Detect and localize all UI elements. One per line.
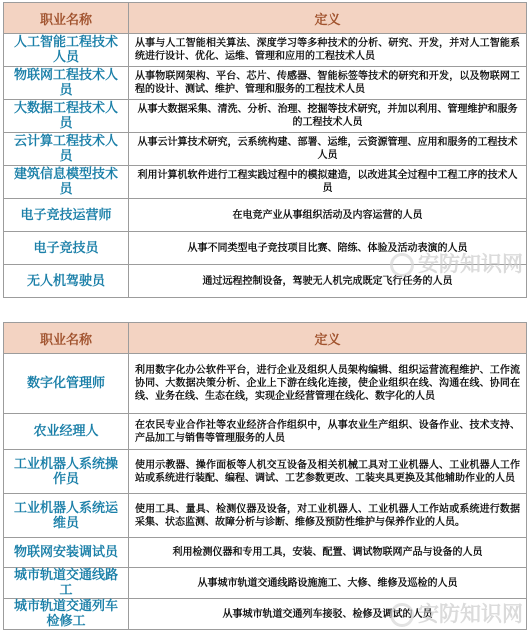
occupation-name: 无人机驾驶员 xyxy=(4,265,129,298)
table-row xyxy=(4,100,527,133)
occupation-name: 物联网安装调试员 xyxy=(4,538,129,568)
header-occupation-name: 职业名称 xyxy=(4,323,129,354)
occupation-definition: 从事城市轨道交通列车接驳、检修及调试的人员 xyxy=(129,599,527,630)
occupation-name: 工业机器人系统运维员 xyxy=(4,494,129,538)
occupation-definition: 从事大数据采集、清洗、分析、治理、挖掘等技术研究，并加以利用、管理维护和服务的工程技术人员 xyxy=(129,100,527,133)
occupation-definition: 从事不同类型电子竞技项目比赛、陪练、体验及活动表演的人员 xyxy=(129,232,527,265)
occupation-name: 电子竞技运营师 xyxy=(4,199,129,232)
occupation-table-2 xyxy=(3,322,527,630)
table-row xyxy=(4,67,527,100)
table-row xyxy=(4,166,527,199)
table-row xyxy=(4,568,527,599)
occupation-definition: 在农民专业合作社等农业经济合作组织中，从事农业生产组织、设备作业、技术支持、产品加工与销售等管理服务的人员 xyxy=(129,414,527,450)
watermark-logo-icon xyxy=(390,603,414,627)
header-occupation-name: 职业名称 xyxy=(4,3,129,34)
occupation-definition: 从事城市轨道交通线路设施施工、大修、维修及巡检的人员 xyxy=(129,568,527,599)
occupation-name: 云计算工程技术人员 xyxy=(4,133,129,166)
occupation-name: 城市轨道交通列车检修工 xyxy=(4,599,129,630)
table-row xyxy=(4,199,527,232)
table-row xyxy=(4,34,527,67)
watermark-logo-icon xyxy=(390,253,414,277)
occupation-name: 大数据工程技术人员 xyxy=(4,100,129,133)
table-header-row xyxy=(4,3,527,34)
table-row xyxy=(4,133,527,166)
occupation-name: 人工智能工程技术人员 xyxy=(4,34,129,67)
occupation-definition: 使用示教器、操作面板等人机交互设备及相关机械工具对工业机器人、工业机器人工作站或系统进行装配、编程、调试、工艺参数更改、工装夹具更换及其他辅助作业的人员 xyxy=(129,450,527,494)
watermark-text: 安防知识网 xyxy=(418,602,523,626)
table-row xyxy=(4,538,527,568)
occupation-name: 电子竞技员 xyxy=(4,232,129,265)
header-definition: 定义 xyxy=(129,3,527,34)
table-row xyxy=(4,354,527,414)
occupation-name: 农业经理人 xyxy=(4,414,129,450)
occupation-definition: 利用数字化办公软件平台，进行企业及组织人员架构编辑、组织运营流程维护、工作流协同、大数据决策分析、企业上下游在线化连接，使企业组织在线、沟通在线、协同在线、业务在线、生态在线，实现企业经营管理在线化、数字化的人员 xyxy=(129,354,527,414)
table-row xyxy=(4,450,527,494)
table-header-row xyxy=(4,323,527,354)
occupation-name: 数字化管理师 xyxy=(4,354,129,414)
occupation-definition: 利用计算机软件进行工程实践过程中的模拟建造，以改进其全过程中工程工序的技术人员 xyxy=(129,166,527,199)
occupation-definition: 通过远程控制设备，驾驶无人机完成既定飞行任务的人员 xyxy=(129,265,527,298)
table-row xyxy=(4,414,527,450)
occupation-definition: 从事云计算技术研究，云系统构建、部署、运维，云资源管理、应用和服务的工程技术人员 xyxy=(129,133,527,166)
watermark-text: 安防知识网 xyxy=(418,252,523,276)
occupation-name: 建筑信息模型技术员 xyxy=(4,166,129,199)
occupation-definition: 从事与人工智能相关算法、深度学习等多种技术的分析、研究、开发，并对人工智能系统进行设计、优化、运维、管理和应用的工程技术人员 xyxy=(129,34,527,67)
occupation-definition: 在电竞产业从事组织活动及内容运营的人员 xyxy=(129,199,527,232)
watermark xyxy=(390,248,523,278)
occupation-name: 城市轨道交通线路工 xyxy=(4,568,129,599)
occupation-definition: 利用检测仪器和专用工具，安装、配置、调试物联网产品与设备的人员 xyxy=(129,538,527,568)
header-definition: 定义 xyxy=(129,323,527,354)
occupation-name: 物联网工程技术人员 xyxy=(4,67,129,100)
table-row xyxy=(4,494,527,538)
occupation-name: 工业机器人系统操作员 xyxy=(4,450,129,494)
occupation-definition: 使用工具、量具、检测仪器及设备，对工业机器人、工业机器人工作站或系统进行数据采集、状态监测、故障分析与诊断、维修及预防性维护与保养作业的人员。 xyxy=(129,494,527,538)
occupation-definition: 从事物联网架构、平台、芯片、传感器、智能标签等技术的研究和开发，以及物联网工程的设计、测试、维护、管理和服务的工程技术人员 xyxy=(129,67,527,100)
watermark xyxy=(390,598,523,628)
